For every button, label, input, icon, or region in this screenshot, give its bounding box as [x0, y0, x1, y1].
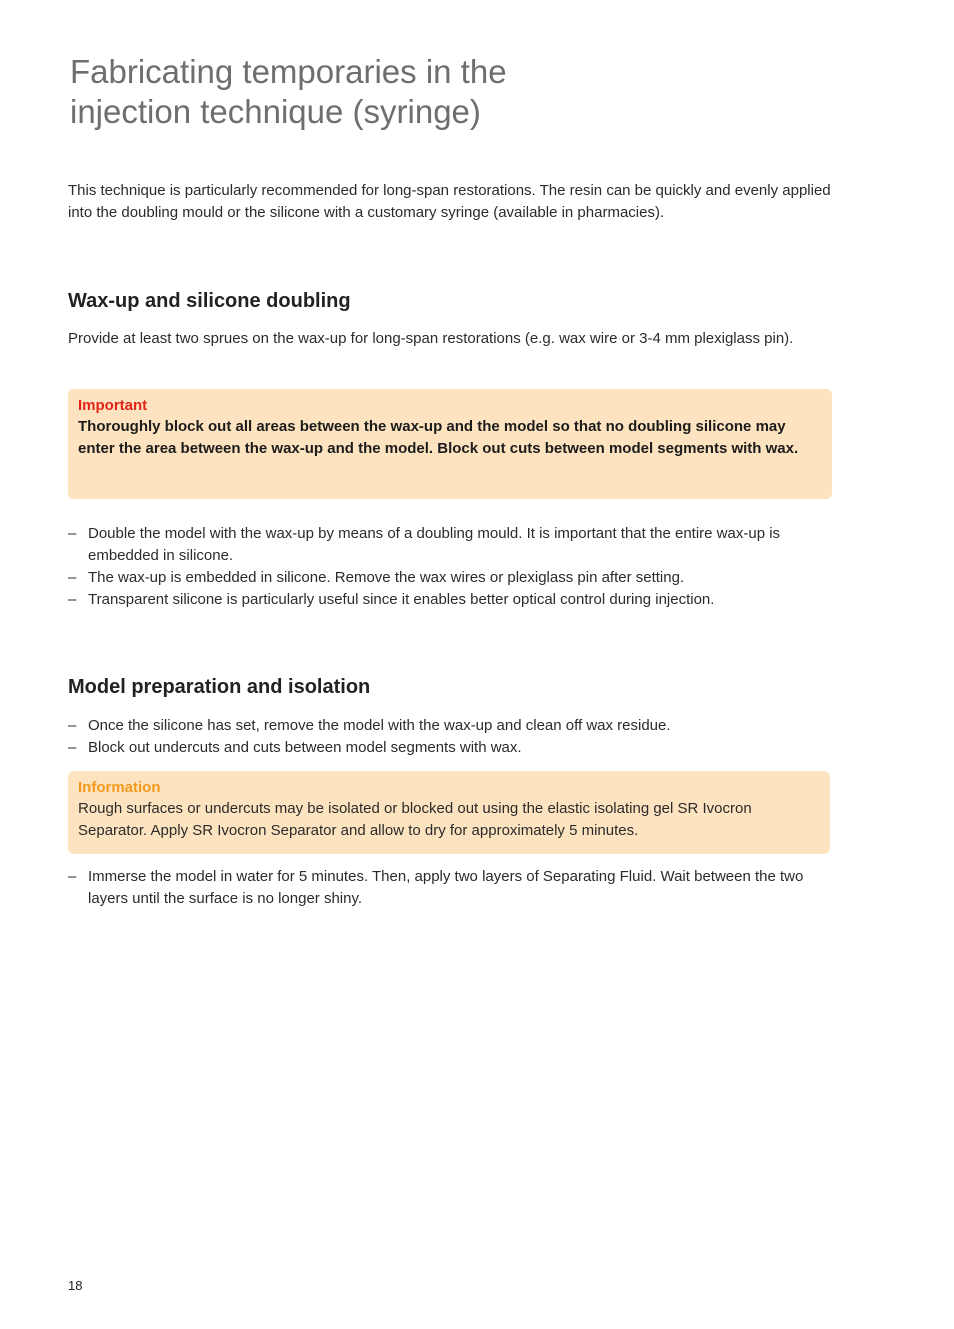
section-heading-model-preparation: Model preparation and isolation — [68, 676, 371, 698]
important-text: Thoroughly block out all areas between the wax-up and the model so that no doubling silicone may enter the area between the wax-up and the model. Block out cuts between model segments with wax. — [78, 418, 799, 457]
list-item — [68, 567, 833, 589]
wax-up-bullet-list — [68, 523, 833, 611]
intro-paragraph: This technique is particularly recommended for long-span restorations. The resin can be quickly and evenly applied into the doubling mould or the silicone with a customary syringe (available in pharmacies). — [68, 182, 831, 221]
list-item — [68, 523, 833, 567]
list-item-text: Double the model with the wax-up by means of a doubling mould. It is important that the entire wax-up is embedded in silicone. — [88, 525, 781, 564]
list-item — [68, 589, 833, 611]
bullet-dash: – — [68, 739, 77, 756]
wax-up-paragraph: Provide at least two sprues on the wax-up for long-span restorations (e.g. wax wire or 3-4 mm plexiglass pin). — [68, 330, 794, 347]
page-title — [70, 52, 507, 132]
page-number: 18 — [68, 1278, 83, 1293]
model-preparation-bullet-list — [68, 715, 833, 759]
list-item-text: Once the silicone has set, remove the model with the wax-up and clean off wax residue. — [88, 717, 671, 734]
list-item-text: The wax-up is embedded in silicone. Remove the wax wires or plexiglass pin after setting. — [88, 569, 685, 586]
list-item — [68, 715, 833, 737]
section-heading-wax-up: Wax-up and silicone doubling — [68, 290, 351, 312]
information-notice — [68, 771, 830, 854]
information-label: Information — [78, 779, 161, 796]
bullet-dash: – — [68, 868, 77, 885]
list-item — [68, 737, 833, 759]
page-title-line-1: Fabricating temporaries in the — [70, 53, 507, 90]
isolation-bullet-list — [68, 866, 833, 910]
bullet-dash: – — [68, 717, 77, 734]
bullet-dash: – — [68, 525, 77, 542]
list-item — [68, 866, 833, 910]
bullet-dash: – — [68, 569, 77, 586]
list-item-text: Block out undercuts and cuts between model segments with wax. — [88, 739, 522, 756]
important-notice — [68, 389, 832, 499]
list-item-text: Transparent silicone is particularly useful since it enables better optical control during injection. — [88, 591, 715, 608]
information-text: Rough surfaces or undercuts may be isolated or blocked out using the elastic isolating gel SR Ivocron Separator. Apply SR Ivocron Separator and allow to dry for approximately 5 minutes. — [78, 800, 752, 839]
list-item-text: Immerse the model in water for 5 minutes. Then, apply two layers of Separating Fluid. Wait between the two layers until the surface is no longer shiny. — [88, 868, 804, 907]
page-title-line-2: injection technique (syringe) — [70, 93, 481, 130]
important-label: Important — [78, 397, 148, 414]
bullet-dash: – — [68, 591, 77, 608]
